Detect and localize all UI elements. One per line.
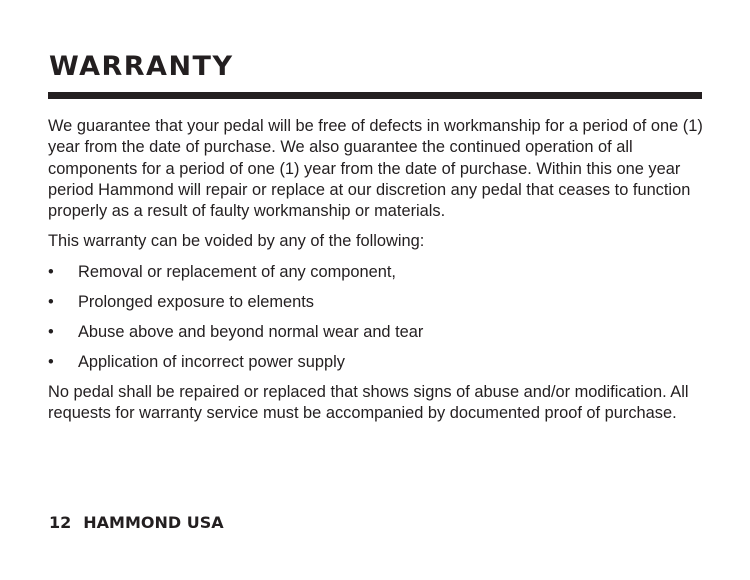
void-conditions-list: [48, 262, 704, 374]
document-page: [48, 0, 702, 580]
bullet-icon: •: [48, 322, 54, 341]
section-title: WARRANTY: [49, 51, 234, 82]
title-divider: [48, 92, 702, 99]
list-item: [48, 322, 704, 343]
list-item-text: Application of incorrect power supply: [78, 353, 345, 372]
closing-paragraph: No pedal shall be repaired or replaced that shows signs of abuse and/or modification. All requests for warranty service must be accompanied by documented proof of purchase.: [48, 383, 689, 423]
page-footer: [49, 511, 224, 535]
list-item-text: Abuse above and beyond normal wear and tear: [78, 322, 424, 341]
bullet-icon: •: [48, 353, 54, 372]
warranty-body: [48, 116, 704, 425]
voided-conditions-intro: This warranty can be voided by any of the following:: [48, 232, 425, 251]
list-item: [48, 262, 704, 283]
list-item-text: Prolonged exposure to elements: [78, 292, 314, 311]
warranty-intro-paragraph: We guarantee that your pedal will be free of defects in workmanship for a period of one (1) year from the date of purchase. We also guarantee the continued operation of all components for a period of one (1) year from the date of purchase. Within this one year period Hammond will repair or replace at our discretion any pedal that ceases to function properly as a result of faulty workmanship or materials.: [48, 117, 703, 221]
bullet-icon: •: [48, 292, 54, 311]
footer-brand: HAMMOND USA: [83, 513, 224, 532]
list-item-text: Removal or replacement of any component,: [78, 262, 396, 281]
page-number: 12: [49, 513, 72, 532]
bullet-icon: •: [48, 262, 54, 281]
list-item: [48, 292, 704, 313]
list-item: [48, 352, 704, 373]
